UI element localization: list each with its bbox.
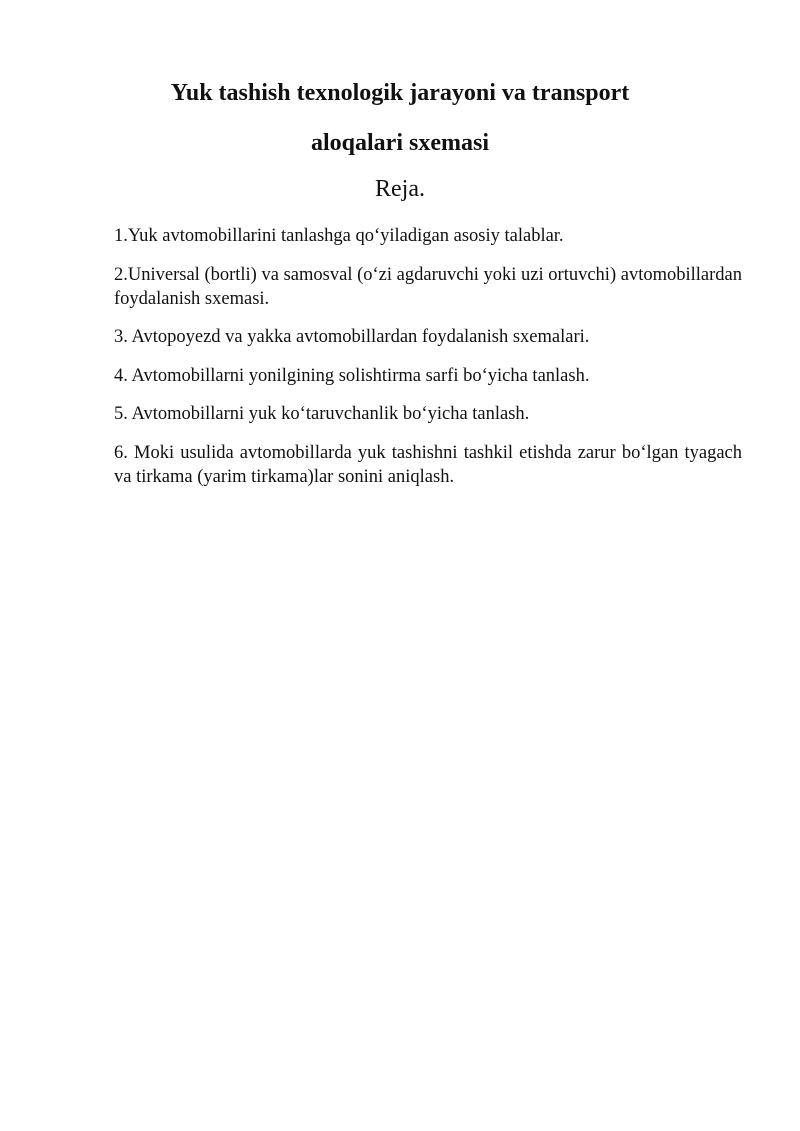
plan-list [114,224,742,503]
plan-heading: Reja. [375,176,425,202]
plan-item-2: 2.Universal (bortli) va samosval (o‘zi agdaruvchi yoki uzi ortuvchi) avtomobillardan foydalanish sxemasi. [114,264,742,309]
plan-item-6: 6. Moki usulida avtomobillarda yuk tashishni tashkil etishda zarur bo‘lgan tyagach va tirkama (yarim tirkama)lar sonini aniqlash. [114,442,742,487]
document-title-line-2: aloqalari sxemasi [311,130,489,156]
document-title-line-1: Yuk tashish texnologik jarayoni va transport [170,80,630,106]
plan-item-5: 5. Avtomobillarni yuk ko‘taruvchanlik bo‘yicha tanlash. [114,404,530,424]
plan-item-1: 1.Yuk avtomobillarini tanlashga qo‘yiladigan asosiy talablar. [114,226,564,246]
plan-item-4: 4. Avtomobillarni yonilgining solishtirma sarfi bo‘yicha tanlash. [114,365,590,386]
plan-item-3: 3. Avtopoyezd va yakka avtomobillardan foydalanish sxemalari. [114,327,590,347]
